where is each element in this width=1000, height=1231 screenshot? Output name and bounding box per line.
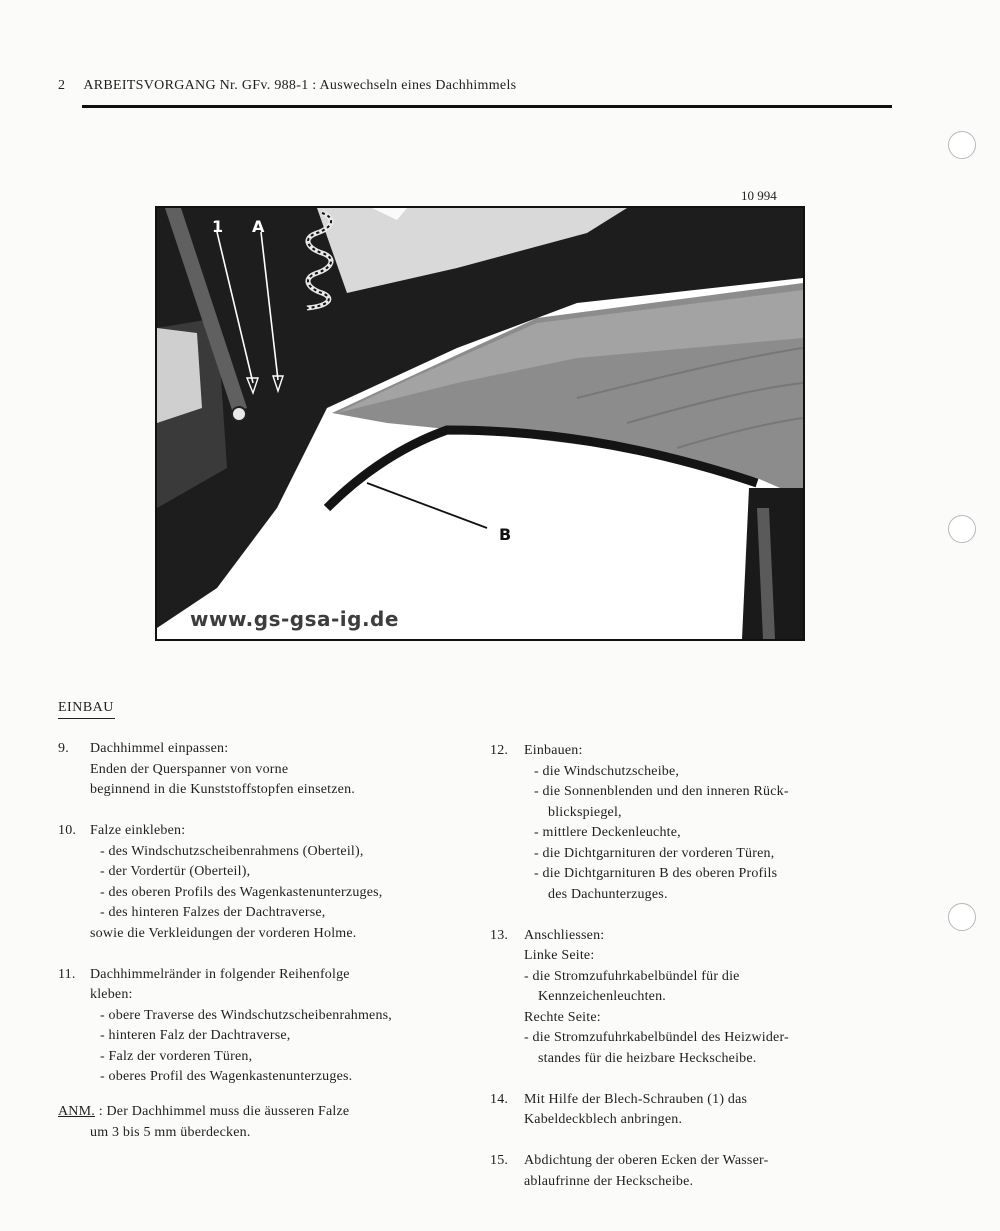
watermark: www.gs-gsa-ig.de bbox=[190, 607, 399, 631]
step-10: 10. Falze einkleben: - des Windschutzscheibenrahmens (Oberteil), - der Vordertür (Oberteil), - des oberen Profils des Wagenkastenunterzuges, - des hinteren Falzes der Dachtraverse, sowie die Verkleidungen der vorderen Holme. bbox=[58, 823, 383, 941]
document-title: ARBEITSVORGANG Nr. GFv. 988-1 : Auswechseln eines Dachhimmels bbox=[83, 78, 517, 93]
right-column bbox=[490, 741, 910, 1213]
punch-hole bbox=[948, 903, 976, 931]
step-9: 9. Dachhimmel einpassen: Enden der Querspanner von vorne beginnend in die Kunststoffstopfen einsetzen. bbox=[58, 741, 355, 797]
punch-hole bbox=[948, 131, 976, 159]
photo-illustration bbox=[157, 208, 803, 639]
page-number: 2 bbox=[58, 78, 66, 93]
page-header bbox=[58, 78, 516, 94]
left-column bbox=[58, 739, 478, 1143]
punch-hole bbox=[948, 515, 976, 543]
step-14: 14. Mit Hilfe der Blech-Schrauben (1) das Kabeldeckblech anbringen. bbox=[490, 1091, 748, 1127]
step-11: 11. Dachhimmelränder in folgender Reihenfolge kleben: - obere Traverse des Windschutzscheibenrahmens, - hinteren Falz der Dachtraverse, - Falz der vorderen Türen, - oberes Profil des Wagenkastenunterzuges. bbox=[58, 966, 392, 1084]
step-12: 12. Einbauen: - die Windschutzscheibe, - die Sonnenblenden und den inneren Rück- blickspiegel, - mittlere Deckenleuchte, - die Dichtgarnituren der vorderen Türen, - die Dichtgarnituren B des oberen Profils des Dachunterzuges. bbox=[490, 743, 789, 902]
figure-number: 10 994 bbox=[741, 188, 777, 203]
callout-b: B bbox=[499, 525, 512, 544]
note: ANM. : Der Dachhimmel muss die äusseren Falze um 3 bis 5 mm überdecken. bbox=[58, 1104, 350, 1140]
callout-1: 1 bbox=[212, 217, 224, 236]
section-title: EINBAU bbox=[58, 700, 114, 715]
header-rule bbox=[82, 105, 892, 108]
callout-a: A bbox=[252, 217, 265, 236]
note-label: ANM. bbox=[58, 1104, 95, 1119]
section-underline bbox=[58, 718, 115, 719]
figure-photo bbox=[155, 206, 805, 641]
step-15: 15. Abdichtung der oberen Ecken der Wasser- ablaufrinne der Heckscheibe. bbox=[490, 1153, 769, 1189]
step-13: 13. Anschliessen: Linke Seite: - die Stromzufuhrkabelbündel für die Kennzeichenleuchten. Rechte Seite: - die Stromzufuhrkabelbündel des Heizwider- standes für die heizbare Heckscheibe. bbox=[490, 927, 789, 1066]
